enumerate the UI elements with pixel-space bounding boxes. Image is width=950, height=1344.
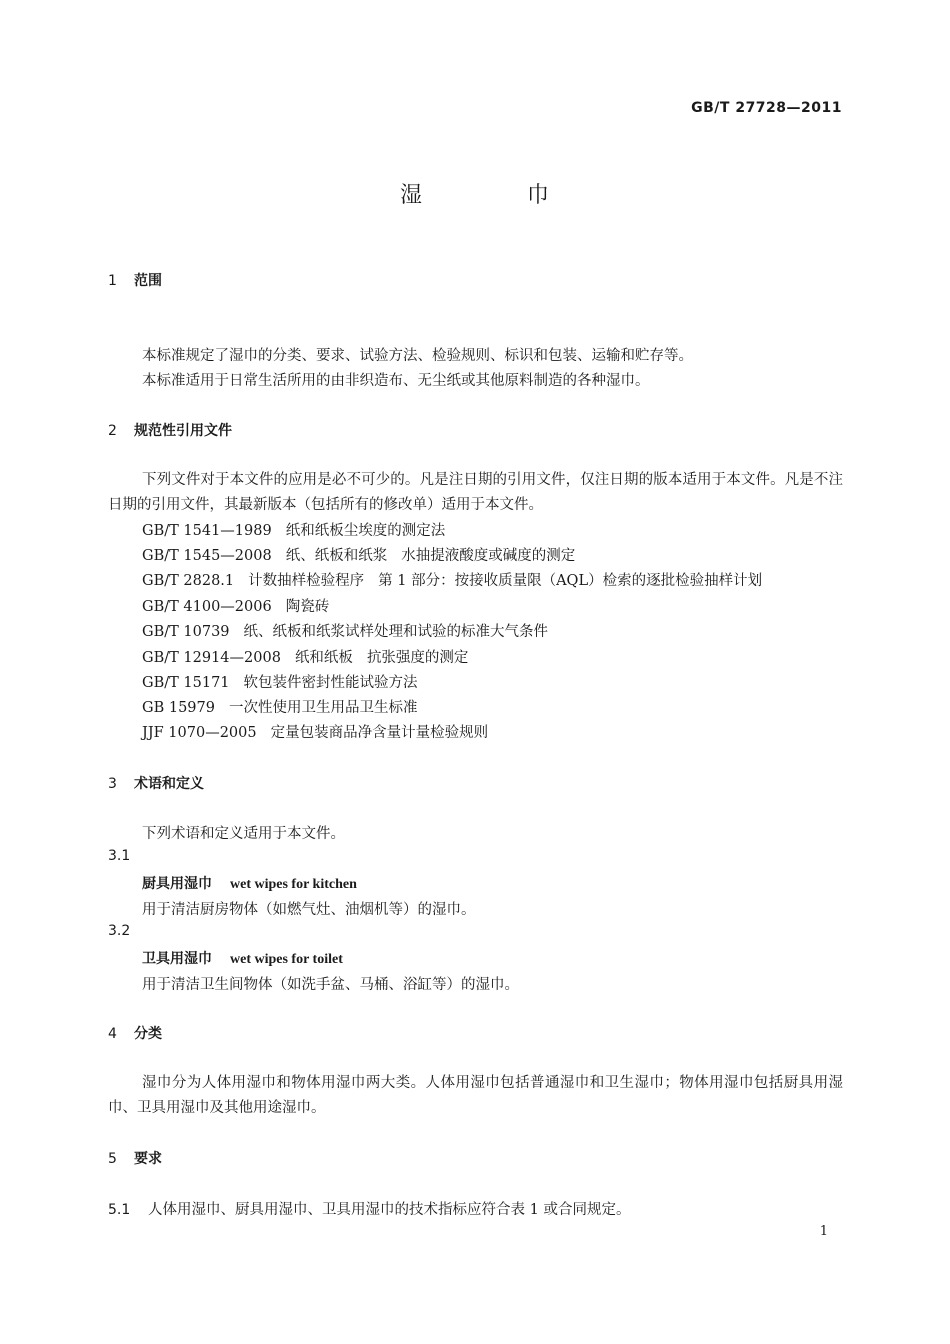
term-definition: 用于清洁卫生间物体（如洗手盆、马桶、浴缸等）的湿巾。 xyxy=(142,977,519,993)
reference-item xyxy=(142,696,417,717)
reference-title: 计数抽样检验程序 xyxy=(248,573,365,589)
reference-subtitle: 水抽提液酸度或碱度的测定 xyxy=(401,548,576,564)
paragraph: 本标准规定了湿巾的分类、要求、试验方法、检验规则、标识和包装、运输和贮存等。 xyxy=(142,348,693,364)
reference-title: 软包装件密封性能试验方法 xyxy=(243,675,418,691)
reference-code: GB 15979 xyxy=(142,700,215,716)
reference-code: GB/T 4100—2006 xyxy=(142,599,272,615)
reference-title: 纸和纸板 xyxy=(294,650,353,666)
section-1-heading xyxy=(108,270,162,290)
section-number: 1 xyxy=(108,273,117,289)
page-number: 1 xyxy=(819,1224,828,1239)
section-number: 4 xyxy=(108,1026,117,1042)
section-number: 3 xyxy=(108,776,117,792)
term-en: wet wipes for toilet xyxy=(230,952,343,967)
reference-title: 陶瓷砖 xyxy=(285,599,330,615)
paragraph: 下列术语和定义适用于本文件。 xyxy=(142,826,345,842)
reference-title: 纸、纸板和纸浆 xyxy=(285,548,388,564)
reference-item xyxy=(142,595,329,616)
reference-item xyxy=(142,721,488,742)
reference-code: GB/T 15171 xyxy=(142,675,230,691)
section-title: 要求 xyxy=(134,1151,162,1167)
reference-item xyxy=(142,569,762,590)
term-number: 3.1 xyxy=(108,848,131,864)
reference-item xyxy=(142,646,468,667)
term-number: 3.2 xyxy=(108,923,131,939)
term-zh: 卫具用湿巾 xyxy=(142,951,212,967)
section-title: 范围 xyxy=(134,273,162,289)
term-en: wet wipes for kitchen xyxy=(230,877,357,892)
section-number: 5 xyxy=(108,1151,117,1167)
clause-number: 5.1 xyxy=(108,1202,131,1218)
clause-text: 人体用湿巾、厨具用湿巾、卫具用湿巾的技术指标应符合表 1 或合同规定。 xyxy=(148,1202,631,1218)
document-title-char-2: 巾 xyxy=(527,183,550,208)
section-5-heading xyxy=(108,1148,162,1168)
document-title-char-1: 湿 xyxy=(400,183,423,208)
section-3-heading xyxy=(108,773,204,793)
reference-item xyxy=(142,544,575,565)
reference-code: GB/T 2828.1 xyxy=(142,573,235,589)
reference-code: GB/T 10739 xyxy=(142,624,230,640)
reference-subtitle: 抗张强度的测定 xyxy=(366,650,469,666)
reference-title: 定量包装商品净含量计量检验规则 xyxy=(270,725,489,741)
term-heading xyxy=(142,948,343,968)
section-title: 分类 xyxy=(134,1026,162,1042)
standard-number: GB/T 27728—2011 xyxy=(691,100,842,116)
reference-item xyxy=(142,519,445,540)
section-number: 2 xyxy=(108,423,117,439)
reference-title: 纸和纸板尘埃度的测定法 xyxy=(285,523,446,539)
reference-code: GB/T 1541—1989 xyxy=(142,523,272,539)
reference-code: GB/T 12914—2008 xyxy=(142,650,281,666)
reference-code: JJF 1070—2005 xyxy=(142,725,257,741)
section-2-heading xyxy=(108,420,232,440)
term-definition: 用于清洁厨房物体（如燃气灶、油烟机等）的湿巾。 xyxy=(142,902,476,918)
section-title: 术语和定义 xyxy=(134,776,204,792)
reference-title: 纸、纸板和纸浆试样处理和试验的标准大气条件 xyxy=(243,624,549,640)
reference-item xyxy=(142,620,548,641)
term-heading xyxy=(142,873,357,893)
section-title: 规范性引用文件 xyxy=(134,423,232,439)
paragraph: 湿巾分为人体用湿巾和物体用湿巾两大类。人体用湿巾包括普通湿巾和卫生湿巾；物体用湿巾包括厨具用湿巾、卫具用湿巾及其他用途湿巾。 xyxy=(108,1075,843,1116)
reference-code: GB/T 1545—2008 xyxy=(142,548,272,564)
reference-title: 一次性使用卫生用品卫生标准 xyxy=(228,700,418,716)
section-4-heading xyxy=(108,1023,162,1043)
paragraph: 下列文件对于本文件的应用是必不可少的。凡是注日期的引用文件，仅注日期的版本适用于本文件。凡是不注日期的引用文件，其最新版本（包括所有的修改单）适用于本文件。 xyxy=(108,472,843,513)
clause-5-1 xyxy=(108,1198,630,1219)
reference-item xyxy=(142,671,418,692)
paragraph: 本标准适用于日常生活所用的由非织造布、无尘纸或其他原料制造的各种湿巾。 xyxy=(142,373,650,389)
term-zh: 厨具用湿巾 xyxy=(142,876,212,892)
reference-subtitle: 第 1 部分：按接收质量限（AQL）检索的逐批检验抽样计划 xyxy=(378,573,763,589)
